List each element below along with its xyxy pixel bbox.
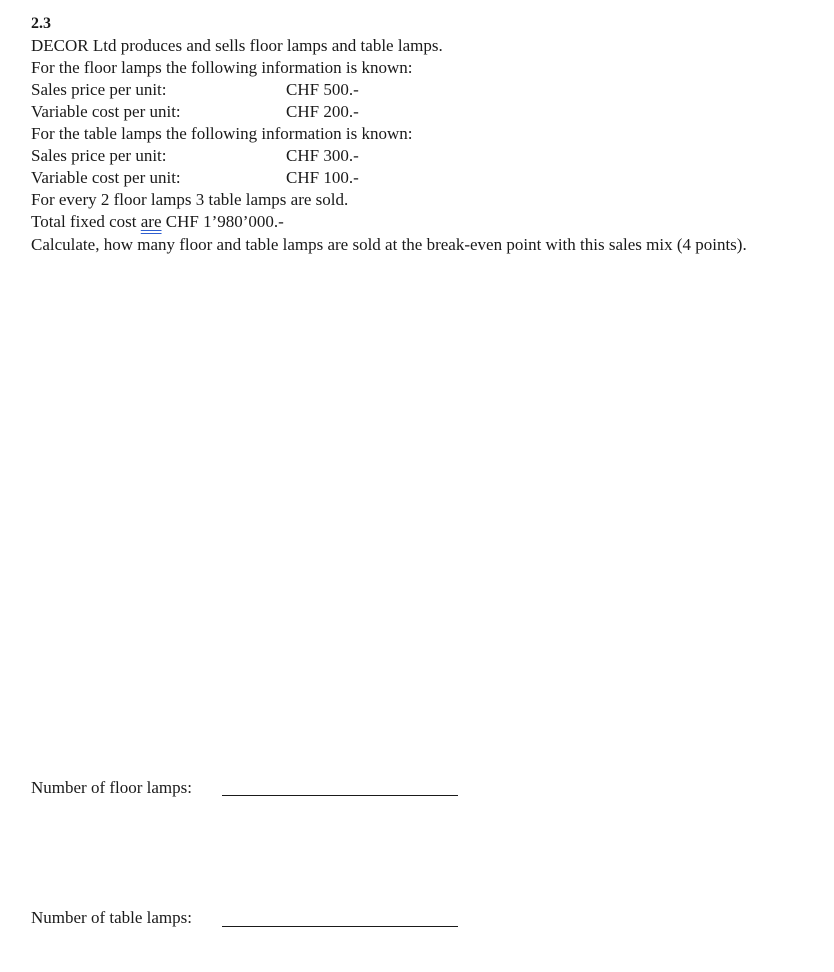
grammar-flag-are: are bbox=[140, 212, 162, 231]
exercise-number: 2.3 bbox=[31, 15, 51, 32]
fixed-cost-prefix: Total fixed cost bbox=[31, 212, 141, 231]
floor-lamps-answer-line[interactable] bbox=[222, 795, 458, 796]
floor-sales-price-value: CHF 500.- bbox=[286, 80, 359, 99]
question-text: Calculate, how many floor and table lamps are sold at the break-even point with this sales mix (4 points). bbox=[31, 235, 747, 254]
table-variable-cost-label: Variable cost per unit: bbox=[31, 168, 181, 187]
floor-lamps-answer-label: Number of floor lamps: bbox=[31, 778, 192, 797]
intro-text: DECOR Ltd produces and sells floor lamps and table lamps. bbox=[31, 36, 443, 55]
table-lamps-intro: For the table lamps the following information is known: bbox=[31, 124, 413, 143]
table-sales-price-label: Sales price per unit: bbox=[31, 146, 167, 165]
table-lamps-answer-line[interactable] bbox=[222, 926, 458, 927]
fixed-cost-text bbox=[31, 211, 284, 233]
fixed-cost-amount: CHF 1’980’000.- bbox=[161, 212, 284, 231]
floor-variable-cost-value: CHF 200.- bbox=[286, 102, 359, 121]
sales-mix-text: For every 2 floor lamps 3 table lamps are sold. bbox=[31, 190, 349, 209]
table-sales-price-value: CHF 300.- bbox=[286, 146, 359, 165]
floor-sales-price-label: Sales price per unit: bbox=[31, 80, 167, 99]
table-lamps-answer-label: Number of table lamps: bbox=[31, 908, 192, 927]
floor-lamps-intro: For the floor lamps the following information is known: bbox=[31, 58, 413, 77]
floor-variable-cost-label: Variable cost per unit: bbox=[31, 102, 181, 121]
table-variable-cost-value: CHF 100.- bbox=[286, 168, 359, 187]
